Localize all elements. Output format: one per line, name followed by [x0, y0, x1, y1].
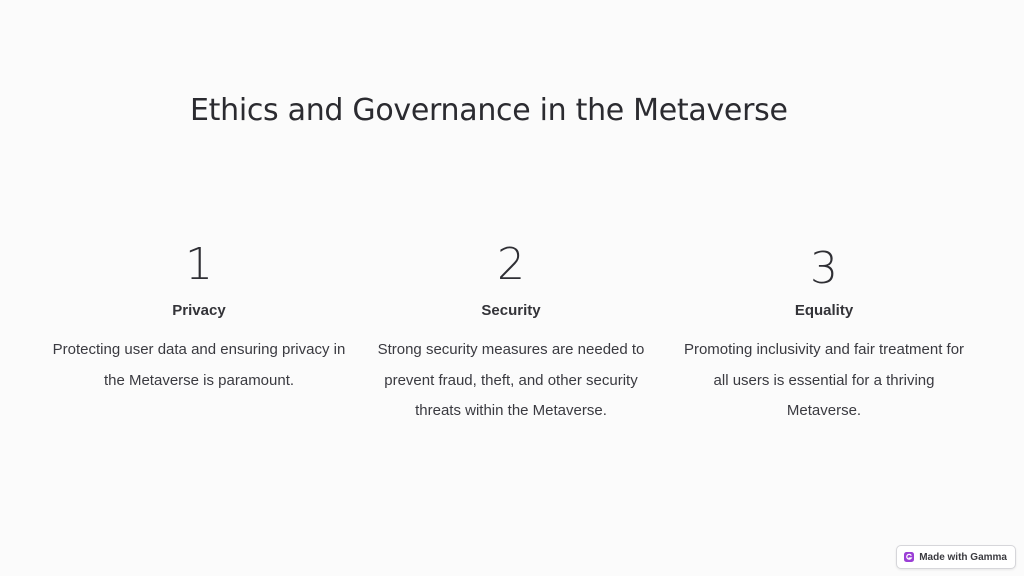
slide-title: Ethics and Governance in the Metaverse — [190, 93, 788, 128]
item-heading: Security — [481, 302, 541, 319]
item-description: Protecting user data and ensuring privacy in the Metaverse is paramount. — [52, 341, 346, 389]
item-heading: Privacy — [172, 302, 226, 319]
gamma-logo-icon — [904, 552, 914, 562]
item-security — [361, 238, 661, 427]
item-heading: Equality — [794, 302, 854, 319]
item-number: 3 — [810, 243, 838, 294]
item-equality — [674, 238, 974, 427]
badge-label: Made with Gamma — [919, 551, 1007, 563]
item-number: 1 — [185, 239, 213, 290]
item-privacy — [49, 238, 349, 396]
item-number: 2 — [497, 239, 525, 290]
item-description: Strong security measures are needed to prevent fraud, theft, and other security threats within the Metaverse. — [377, 341, 645, 419]
item-description: Promoting inclusivity and fair treatment for all users is essential for a thriving Metaverse. — [683, 341, 965, 419]
made-with-gamma-badge[interactable] — [896, 545, 1016, 569]
